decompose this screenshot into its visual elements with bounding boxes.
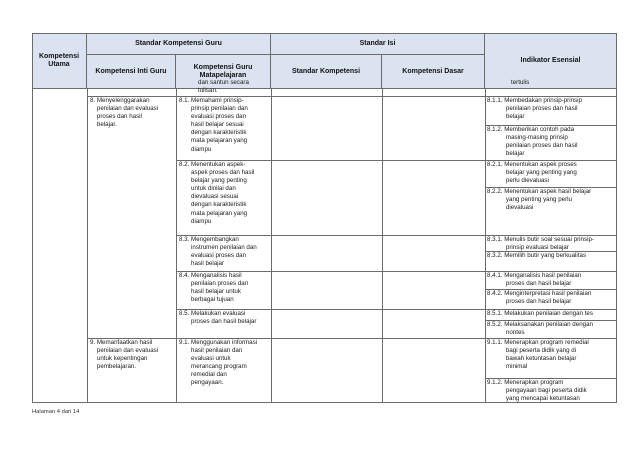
indikator-8-1-1: 8.1.1. Membedakan prinsip-prinsip penilaian proses dan hasil belajar [487,97,582,121]
indikator-8-1-2: 8.1.2. Memberikan contoh pada masing-masing prinsip penilaian proses dan hasil belajar [487,126,578,158]
header-kompetensi-inti-guru-label: Kompetensi Inti Guru [95,67,167,75]
col-line [382,89,383,403]
kompetensi-mapel-8-3: 8.3. Mengembangkan instrumen penilaian dan evaluasi proses dan hasil belajar [179,236,257,268]
header-standar-kompetensi-guru-label: Standar Kompetensi Guru [135,39,222,47]
indikator-8-5-1: 8.5.1. Melakukan penilaian dengan tes [487,310,593,317]
indikator-8-2-2: 8.2.2. Menentukan aspek hasil belajar yang penting yang perlu dievaluasi [487,188,592,212]
kompetensi-mapel-8-2: 8.2. Menentukan aspek- aspek proses dan hasil belajar yang penting untuk dinilai dan dievaluasi sesuai dengan karakteristik mata pelajaran yang diampu [179,161,255,225]
indikator-8-2-1: 8.2.1. Menentukan aspek proses belajar yang penting yang perlu dievaluasi [487,161,577,185]
indikator-8-3-2: 8.3.2. Memilih butir yang berkualitas [487,252,587,259]
col-line [176,89,177,403]
kompetensi-mapel-8-4: 8.4. Menganalisis hasil penilaian proses dan hasil belajar untuk berbagai tujuan [179,272,249,304]
kompetensi-inti-8: 8. Menyelenggarakan penilaian dan evaluasi proses dan hasil belajar. [90,97,159,129]
page-number: Halaman 4 dari 14 [32,409,80,415]
header-indikator-esensial-label: Indikator Esensial [520,56,581,64]
kompetensi-mapel-8-1: 8.1. Memahami prinsip- prinsip penilaian dan evaluasi proses dan hasil belajar sesuai dengan karakteristik mata pelajaran yang diampu [179,97,248,153]
header-standar-isi-label: Standar Isi [359,39,396,47]
indikator-9-1-2: 9.1.2. Menerapkan program pengayaan bagi peserta didik yang mencapai ketuntasan [487,379,587,403]
continued-mapel-text: dan santun secara tulisan. [198,79,249,95]
indikator-8-3-1: 8.3.1. Menulis butir soal sesuai prinsip- prinsip evaluasi belajar [487,236,594,252]
header-standar-kompetensi-label: Standar Kompetensi [291,67,361,75]
kompetensi-mapel-9-1: 9.1. Menggunakan informasi hasil penilaian dan evaluasi untuk merancang program remedial dan pengayaan. [179,339,258,387]
kompetensi-inti-9: 9. Memanfaatkan hasil penilaian dan evaluasi untuk kepentingan pembelajaran. [90,339,159,371]
header-kompetensi-dasar-label: Kompetensi Dasar [402,67,464,75]
col-line [485,89,486,403]
indikator-8-4-1: 8.4.1. Menganalisis hasil penilaian proses dan hasil belajar [487,272,582,288]
indikator-8-5-2: 8.5.2. Melaksanakan penilaian dengan nontes [487,321,593,337]
kompetensi-mapel-8-5: 8.5. Melakukan evaluasi proses dan hasil belajar [179,310,257,326]
continued-indikator-text: tertulis [511,79,530,86]
indikator-8-4-2: 8.4.2. Menginterpretasi hasil penilaian proses dan hasil belajar [487,290,592,306]
col-line [87,89,88,403]
indikator-9-1-1: 9.1.1. Menerapkan program remedial bagi peserta didik yang di bawah ketuntasan belajar minimal [487,339,589,371]
header-kompetensi-utama-label: Kompetensi Utama [38,52,80,68]
col-line [271,89,272,403]
header-kompetensi-guru-mapel-label: Kompetensi Guru Matapelajaran [193,63,253,79]
